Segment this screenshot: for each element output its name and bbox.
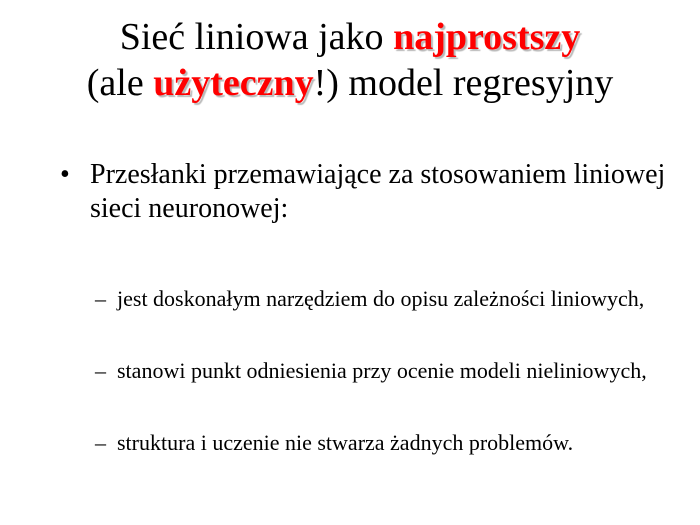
slide-title xyxy=(0,14,700,106)
sub-item-3 xyxy=(95,428,655,457)
bullet-text: Przesłanki przemawiające za stosowaniem liniowej sieci neuronowej: xyxy=(90,159,666,224)
title-line-2-prefix: (ale xyxy=(86,62,154,104)
sub-item-2 xyxy=(95,356,655,385)
title-highlight-uzyteczny: użyteczny xyxy=(153,62,314,104)
bullet-marker: • xyxy=(60,159,70,190)
sub-item-2-marker: – xyxy=(95,358,106,383)
sub-item-1-text: jest doskonałym narzędziem do opisu zależności liniowych, xyxy=(117,286,645,311)
sub-item-1-marker: – xyxy=(95,286,106,311)
title-line-2-suffix: !) model regresyjny xyxy=(313,62,614,104)
title-line-2 xyxy=(0,60,700,106)
title-line-1 xyxy=(0,14,700,60)
sub-item-1 xyxy=(95,284,655,313)
sub-item-3-text: struktura i uczenie nie stwarza żadnych problemów. xyxy=(117,430,574,455)
sub-item-2-text: stanowi punkt odniesienia przy ocenie modeli nieliniowych, xyxy=(117,358,647,383)
title-highlight-najprostszy: najprostszy xyxy=(393,16,581,58)
sub-item-3-marker: – xyxy=(95,430,106,455)
main-bullet xyxy=(60,158,670,226)
title-line-1-text: Sieć liniowa jako xyxy=(119,16,394,58)
